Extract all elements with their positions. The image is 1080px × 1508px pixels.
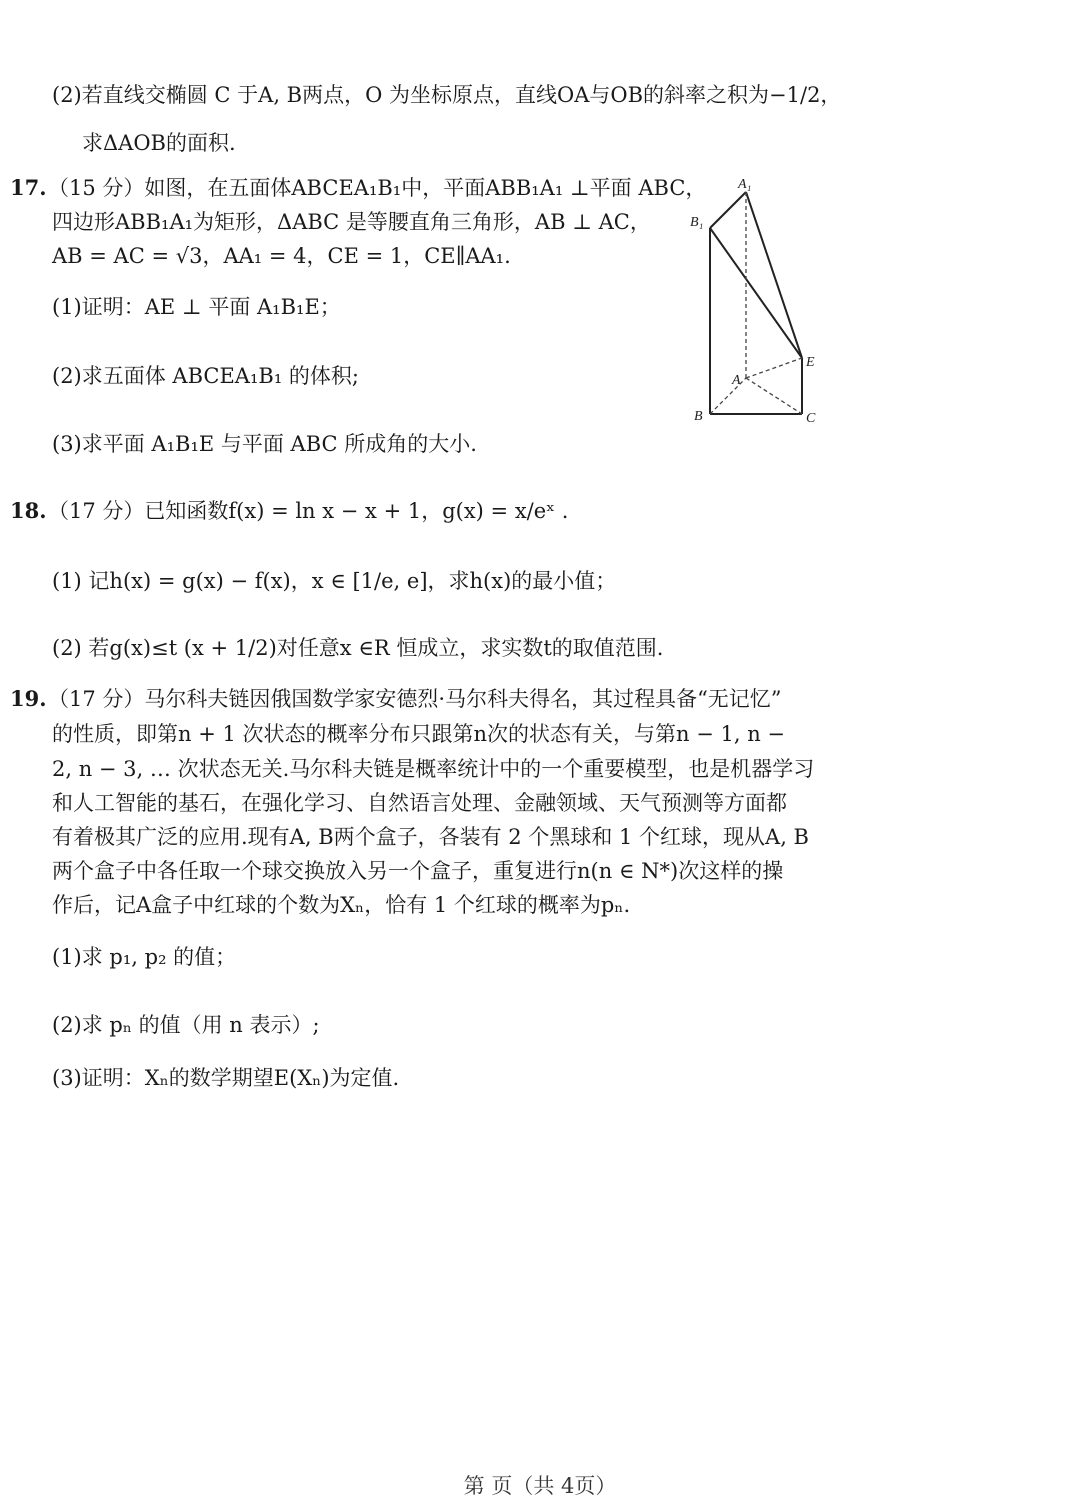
edge-b1-e (710, 228, 802, 358)
q19-line5: 有着极其广泛的应用.现有A, B两个盒子，各装有 2 个黑球和 1 个红球，现从A, B (52, 825, 809, 849)
q18-part2: (2) 若g(x)≤t (x + 1/2)对任意x ∈R 恒成立，求实数t的取值范围. (52, 636, 664, 660)
q19-part3: (3)证明：Xₙ的数学期望E(Xₙ)为定值. (52, 1066, 400, 1090)
edge-b-a-hidden (710, 378, 746, 414)
q19-line1: （17 分）马尔科夫链因俄国数学家安德烈·马尔科夫得名，其过程具备“无记忆” (48, 687, 782, 711)
q17-part2: (2)求五面体 ABCEA₁B₁ 的体积; (52, 364, 359, 388)
edge-b1-a1 (710, 192, 746, 228)
q19-number: 19. (10, 686, 47, 711)
q17-line3: AB = AC = √3，AA₁ = 4，CE = 1，CE∥AA₁. (52, 244, 511, 268)
label-b1: B₁ (690, 215, 704, 230)
edge-a-c-hidden (746, 378, 802, 414)
q19-line3: 2, n − 3, … 次状态无关.马尔科夫链是概率统计中的一个重要模型，也是机器学习 (52, 757, 815, 781)
q19-line6: 两个盒子中各任取一个球交换放入另一个盒子，重复进行n(n ∈ N*)次这样的操 (52, 859, 784, 883)
q17-line2: 四边形ABB₁A₁为矩形，ΔABC 是等腰直角三角形，AB ⊥ AC， (52, 210, 651, 234)
q18-number: 18. (10, 498, 47, 523)
q19-line4: 和人工智能的基石，在强化学习、自然语言处理、金融领域、天气预测等方面都 (52, 791, 787, 815)
q17-number: 17. (10, 175, 47, 200)
q18-part1: (1) 记h(x) = g(x) − f(x)，x ∈ [1/e, e]，求h(x)的最小值； (52, 569, 617, 593)
label-e: E (806, 355, 815, 370)
q19-part1: (1)求 p₁, p₂ 的值； (52, 945, 237, 969)
label-a: A (732, 373, 741, 388)
label-a1: A₁ (738, 177, 752, 192)
q17-line1: （15 分）如图，在五面体ABCEA₁B₁中，平面ABB₁A₁ ⊥平面 ABC， (48, 176, 707, 200)
edge-a1-e (746, 192, 802, 358)
q16-part2-line2: 求ΔAOB的面积. (82, 131, 236, 155)
pentahedron-figure (686, 170, 836, 430)
edge-a-e-hidden (746, 358, 802, 378)
label-b: B (694, 409, 703, 424)
page-footer: 第 页（共 4页） (463, 1474, 617, 1498)
q18-line1: （17 分）已知函数f(x) = ln x − x + 1，g(x) = x/eˣ . (48, 499, 569, 523)
q17-part1: (1)证明：AE ⊥ 平面 A₁B₁E； (52, 295, 341, 319)
q19-part2: (2)求 pₙ 的值（用 n 表示）; (52, 1013, 320, 1037)
q16-part2-line1: (2)若直线交椭圆 C 于A, B两点，O 为坐标原点，直线OA与OB的斜率之积为−1/2， (52, 83, 842, 107)
label-c: C (806, 411, 816, 426)
q19-line7: 作后，记A盒子中红球的个数为Xₙ，恰有 1 个红球的概率为pₙ. (52, 893, 631, 917)
q19-line2: 的性质，即第n + 1 次状态的概率分布只跟第n次的状态有关，与第n − 1, n − (52, 722, 786, 746)
q17-part3: (3)求平面 A₁B₁E 与平面 ABC 所成角的大小. (52, 432, 477, 456)
